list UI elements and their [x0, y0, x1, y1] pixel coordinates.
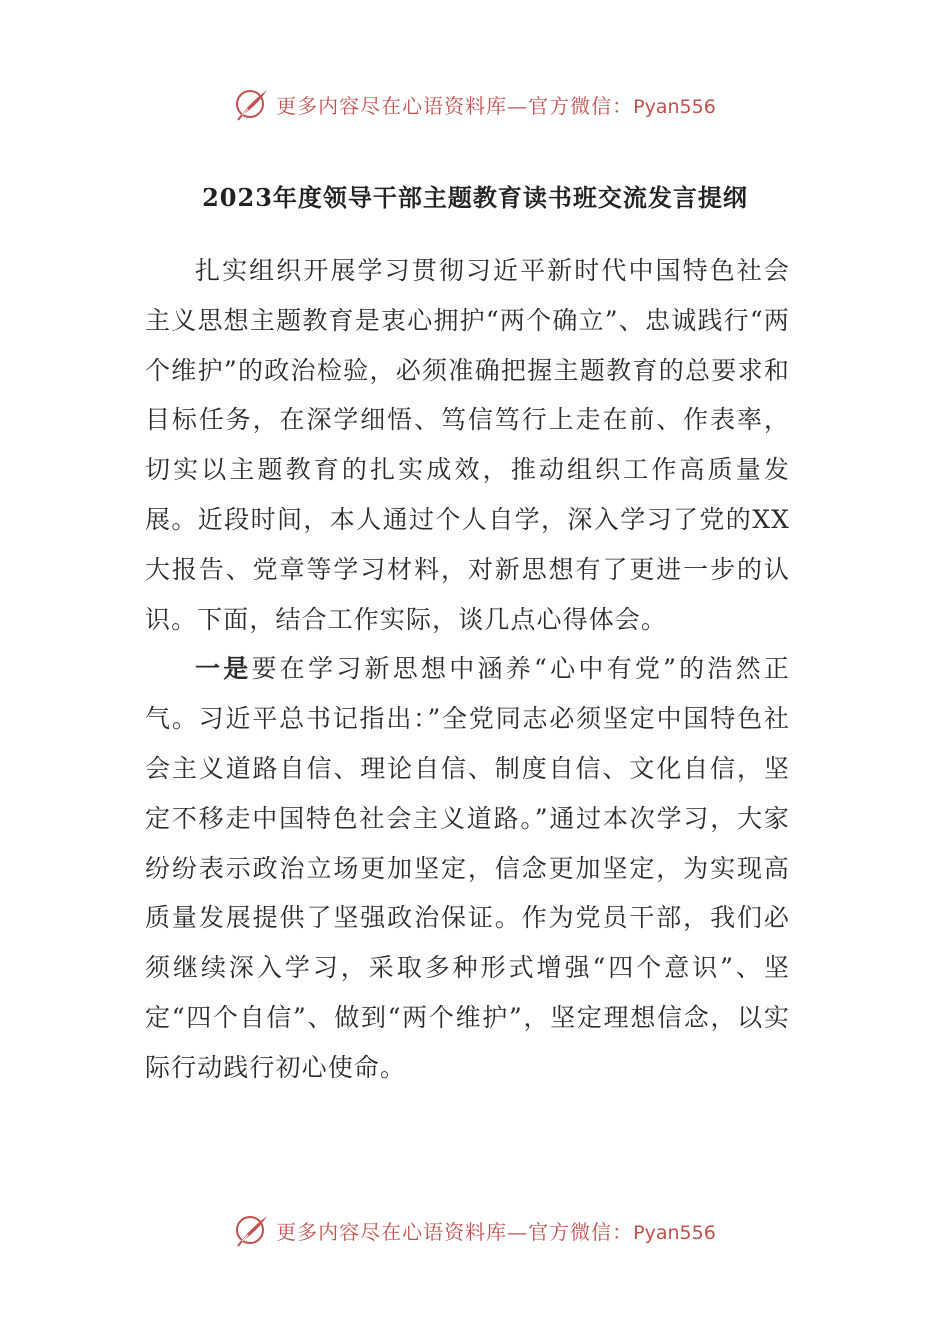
- watermark-wechat-id: Pyan556: [633, 95, 716, 118]
- watermark-text: 更多内容尽在心语资料库—官方微信：Pyan556: [276, 1219, 716, 1244]
- paragraph-intro: 扎实组织开展学习贯彻习近平新时代中国特色社会主义思想主题教育是衷心拥护“两个确立”、忠诚践行“两个维护”的政治检验，必须准确把握主题教育的总要求和目标任务，在深学细悟、笃信笃行上走在前、作表率，切实以主题教育的扎实成效，推动组织工作高质量发展。近段时间，本人通过个人自学，深入学习了党的XX大报告、党章等学习材料，对新思想有了更进一步的认识。下面，结合工作实际，谈几点心得体会。: [145, 256, 790, 634]
- watermark-footer: [0, 1210, 950, 1250]
- document-body: [145, 246, 790, 1093]
- watermark-text: 更多内容尽在心语资料库—官方微信：Pyan556: [276, 93, 716, 118]
- paragraph-point-one: [145, 644, 790, 1092]
- paragraph-point-one-text: 要在学习新思想中涵养“心中有党”的浩然正气。习近平总书记指出：”全党同志必须坚定中国特色社会主义道路自信、理论自信、制度自信、文化自信，坚定不移走中国特色社会主义道路。”通过本次学习，大家纷纷表示政治立场更加坚定，信念更加坚定，为实现高质量发展提供了坚强政治保证。作为党员干部，我们必须继续深入学习，采取多种形式增强“四个意识”、坚定“四个自信”、做到“两个维护”，坚定理想信念，以实际行动践行初心使命。: [145, 654, 790, 1082]
- quill-logo-icon: [234, 1212, 270, 1248]
- watermark-header: [0, 84, 950, 124]
- quill-logo-icon: [234, 86, 270, 122]
- watermark-wechat-id: Pyan556: [633, 1221, 716, 1244]
- document-title: 2023年度领导干部主题教育读书班交流发言提纲: [202, 183, 748, 212]
- paragraph-lead: 一是: [195, 654, 252, 684]
